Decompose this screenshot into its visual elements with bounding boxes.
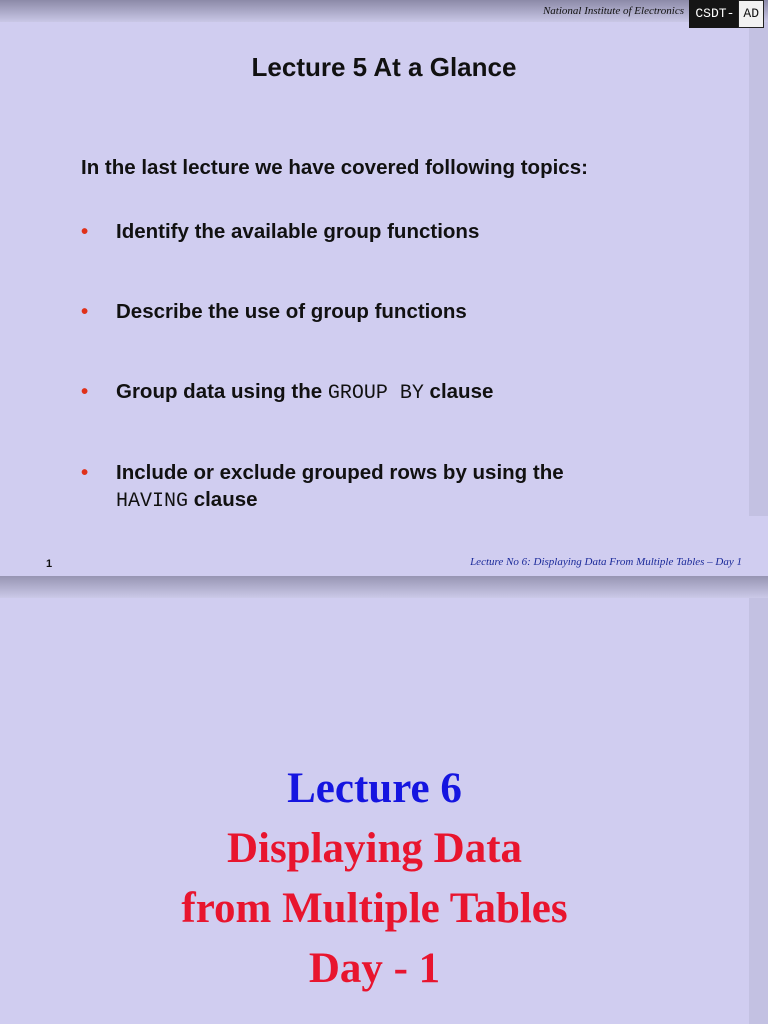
logo-right: AD: [738, 0, 764, 28]
lecture-title-line-1: Displaying Data: [226, 825, 523, 872]
bullet-item: [81, 298, 676, 325]
bullet-text-before: Include or exclude grouped rows by using the: [116, 461, 564, 484]
bullet-dot: •: [81, 220, 89, 243]
bullet-item: [81, 378, 676, 407]
bullet-item: [81, 218, 676, 245]
bullet-text-after: clause: [188, 488, 258, 511]
bullet-item: [81, 459, 676, 515]
lecture-title-line-2: from Multiple Tables: [181, 885, 568, 932]
slide-2: [0, 576, 768, 1024]
lecture-day: Day - 1: [308, 945, 441, 992]
slide-header-bar: [0, 576, 768, 598]
logo-left: CSDT-: [689, 0, 738, 28]
slide-side-strip: [749, 598, 768, 1024]
bullet-text: [116, 459, 676, 515]
bullet-dot: •: [81, 380, 89, 403]
bullet-text: [116, 378, 676, 407]
csdt-ad-logo: [689, 0, 764, 28]
bullet-text: Describe the use of group functions: [116, 300, 467, 323]
page-number: 1: [46, 558, 53, 570]
slide-footer: Lecture No 6: Displaying Data From Multiple Tables – Day 1: [470, 556, 742, 568]
bullet-code: HAVING: [116, 490, 189, 513]
slide-side-strip: [749, 22, 768, 516]
bullet-code: GROUP BY: [327, 382, 424, 405]
bullet-dot: •: [81, 461, 89, 484]
bullet-text-after: clause: [423, 380, 494, 403]
bullet-text: Identify the available group functions: [116, 220, 480, 243]
lecture-number: Lecture 6: [287, 765, 462, 812]
header-organization: National Institute of Electronics: [542, 5, 684, 17]
intro-text: In the last lecture we have covered following topics:: [81, 156, 588, 179]
bullet-text-before: Group data using the: [116, 380, 328, 403]
bullet-dot: •: [81, 300, 89, 323]
slide-title: Lecture 5 At a Glance: [251, 52, 517, 82]
